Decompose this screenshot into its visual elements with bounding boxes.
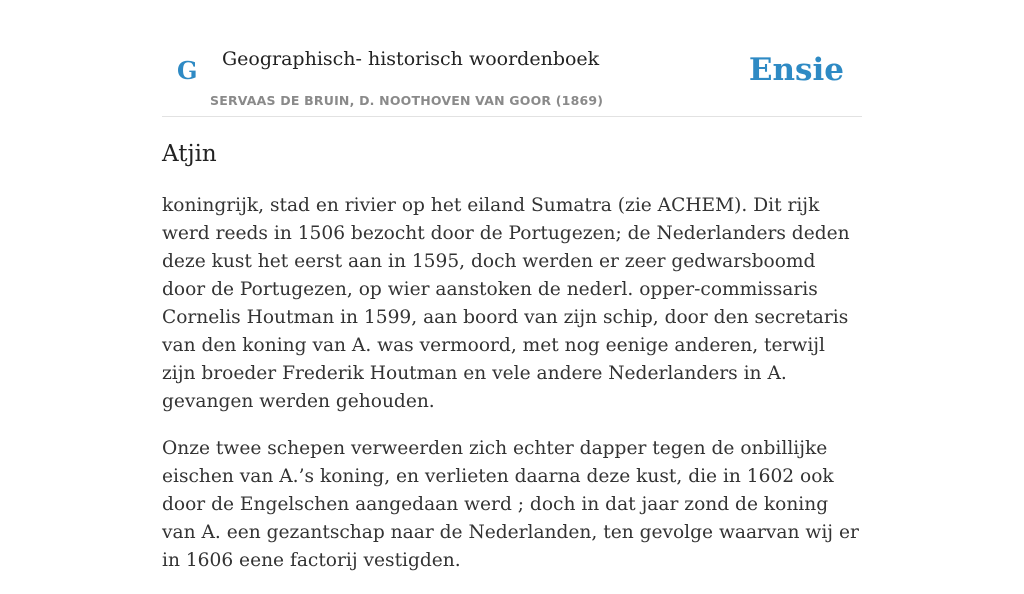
ensie-logo-link[interactable]: Ensie [748,52,844,88]
entry-paragraph: Onze twee schepen verweerden zich echter dapper tegen de onbillijke eischen van A.’s koning, en verlieten daarna deze kust, die in 1602 ook door de Engelschen aangedaan werd ; doch in dat jaar zond de koning van A. een gezantschap naar de Nederlanden, ten gevolge waarvan wij er in 1606 eene factorij vestigden. [162,438,859,571]
entry-paragraph: koningrijk, stad en rivier op het eiland Sumatra (zie ACHEM). Dit rijk werd reeds in 1506 bezocht door de Portugezen; de Nederlanders deden deze kust het eerst aan in 1595, doch werden er zeer gedwarsboomd door de Portugezen, op wier aanstoken de nederl. opper-commissaris Cornelis Houtman in 1599, aan boord van zijn schip, door den secretaris van den koning van A. was vermoord, met nog eenige anderen, terwijl zijn broeder Frederik Houtman en vele andere Nederlanders in A. gevangen werden gehouden. [162,195,850,412]
page-header [162,0,862,117]
book-title-link[interactable]: Geographisch- historisch woordenboek [222,48,600,70]
entry-title: Atjin [162,141,217,167]
book-logo-icon[interactable]: G [177,56,198,85]
book-authors: SERVAAS DE BRUIN, D. NOOTHOVEN VAN GOOR (1869) [210,93,604,108]
entry-content [162,192,862,594]
